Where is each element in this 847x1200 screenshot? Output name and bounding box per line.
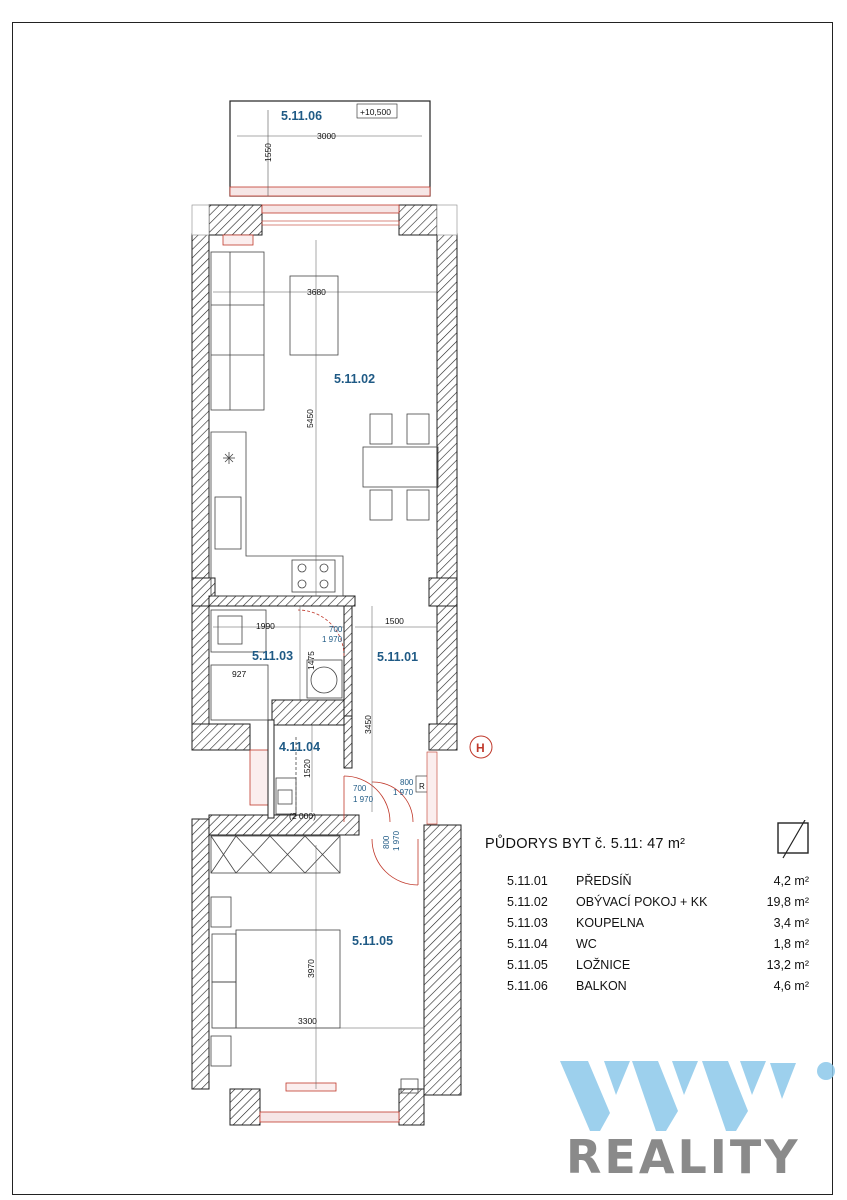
legend-code: 5.11.05 (507, 958, 548, 972)
legend-area: 4,2 m² (773, 874, 809, 888)
legend-row (485, 874, 815, 895)
room-label-5-11-06: 5.11.06 (281, 109, 323, 123)
dim-hall-width: 1500 (385, 616, 404, 626)
legend-row (485, 937, 815, 958)
door-entry-width: 800 (400, 778, 414, 787)
riser-marker: R (419, 782, 425, 791)
legend-name: WC (576, 937, 597, 951)
legend-row (485, 979, 815, 1000)
door-wc-height: 1 970 (353, 795, 374, 804)
brand-name: REALITY (566, 1130, 801, 1184)
legend-area: 1,8 m² (773, 937, 809, 951)
legend-title: PŮDORYS BYT č. 5.11: 47 m² (485, 836, 686, 852)
dim-hall-length: 3450 (363, 715, 373, 734)
legend-code: 5.11.03 (507, 916, 548, 930)
dim-bath-width: 1990 (256, 621, 275, 631)
dim-shower: 927 (232, 669, 247, 679)
dim-bed-width: 3300 (298, 1016, 317, 1026)
north-arrow-icon (775, 820, 811, 862)
legend-row (485, 958, 815, 979)
dim-wc-item: (2 000) (289, 811, 316, 821)
door-wc-width: 700 (353, 784, 367, 793)
legend-row (485, 916, 815, 937)
dim-living-width: 3680 (307, 287, 326, 297)
legend-name: PŘEDSÍŇ (576, 874, 632, 888)
dim-bath-depth: 1475 (306, 651, 316, 670)
legend-name: OBÝVACÍ POKOJ + KK (576, 895, 708, 909)
legend-area: 19,8 m² (766, 895, 809, 909)
balcony (230, 101, 430, 196)
dim-balcony-width: 3000 (317, 131, 336, 141)
legend-code: 5.11.04 (507, 937, 548, 951)
legend-area: 3,4 m² (773, 916, 809, 930)
door-bed-width: 800 (382, 835, 391, 849)
door-bed-height: 1 970 (392, 830, 401, 851)
room-label-5-11-05: 5.11.05 (352, 934, 394, 948)
level-mark: +10,500 (360, 107, 391, 117)
legend-name: LOŽNICE (576, 958, 631, 972)
dimension-lines (213, 240, 437, 1089)
room-legend (485, 836, 815, 1000)
legend-name: KOUPELNA (576, 916, 645, 930)
legend-row (485, 895, 815, 916)
dim-wc-depth: 1520 (302, 759, 312, 778)
legend-name: BALKON (576, 979, 627, 993)
reality-logo-icon (560, 1055, 840, 1133)
entry-marker: H (476, 741, 485, 755)
door-bath-height: 1 970 (322, 635, 343, 644)
door-entry-height: 1 970 (393, 788, 414, 797)
legend-code: 5.11.02 (507, 895, 548, 909)
dim-balcony-depth: 1550 (263, 143, 273, 162)
dim-living-length: 5450 (305, 409, 315, 428)
dim-bed-length: 3970 (306, 959, 316, 978)
room-label-4-11-04: 4.11.04 (279, 740, 321, 754)
room-label-5-11-03: 5.11.03 (252, 649, 294, 663)
door-bath-width: 700 (329, 625, 343, 634)
legend-area: 13,2 m² (766, 958, 809, 972)
legend-area: 4,6 m² (773, 979, 809, 993)
legend-code: 5.11.06 (507, 979, 548, 993)
room-label-5-11-01: 5.11.01 (377, 650, 419, 664)
room-label-5-11-02: 5.11.02 (334, 372, 376, 386)
legend-code: 5.11.01 (507, 874, 548, 888)
